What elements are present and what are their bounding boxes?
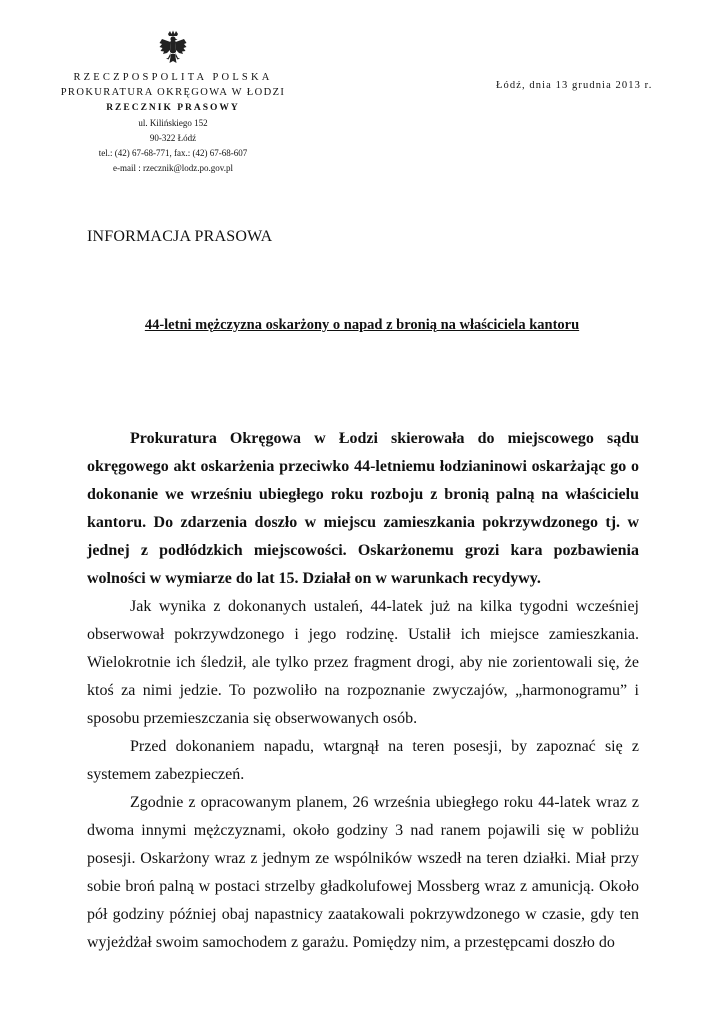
lead-paragraph: Prokuratura Okręgowa w Łodzi skierowała do miejscowego sądu okręgowego akt oskarżenia przeciwko 44-letniemu łodzianinowi oskarżając go o dokonanie we wrześniu ubiegłego roku rozboju z bronią palną na właścicielu kantoru. Do zdarzenia doszło w miejscu zamieszkania pokrzywdzonego tj. w jednej z podłódzkich miejscowości. Oskarżonemu grozi kara pozbawienia wolności w wymiarze do lat 15. Działał on w warunkach recydywy.	[87, 430, 639, 587]
headline	[0, 317, 724, 334]
headline-text: 44-letni mężczyzna oskarżony o napad z bronią na właściciela kantoru	[144, 317, 580, 333]
email-address: e-mail : rzecznik@lodz.po.gov.pl	[113, 163, 233, 173]
paragraph: Zgodnie z opracowanym planem, 26 września ubiegłego roku 44-latek wraz z dwoma innymi mężczyznami, około godziny 3 nad ranem pojawili się w pobliżu posesji. Oskarżony wraz z jednym ze wspólników wszedł na teren działki. Miał przy sobie broń palną w postaci strzelby gładkolufowej Mossberg wraz z amunicją. Około pół godziny później obaj napastnicy zaatakowali pokrzywdzonego w czasie, gdy ten wyjeżdżał swoim samochodem z garażu. Pomiędzy nim, a przestępcami doszło do	[87, 794, 639, 951]
address-city: 90-322 Łódź	[149, 133, 197, 143]
document-date: Łódź, dnia 13 grudnia 2013 r.	[496, 80, 653, 91]
phone-fax: tel.: (42) 67-68-771, fax.: (42) 67-68-607	[98, 148, 248, 158]
body-text	[87, 425, 639, 957]
letterhead	[40, 30, 306, 176]
org-office: PROKURATURA OKRĘGOWA W ŁODZI	[60, 87, 286, 98]
org-country: RZECZPOSPOLITA POLSKA	[73, 72, 273, 83]
polish-eagle-emblem-icon	[158, 30, 188, 66]
press-release-label: INFORMACJA PRASOWA	[87, 228, 273, 245]
paragraph: Jak wynika z dokonanych ustaleń, 44-latek już na kilka tygodni wcześniej obserwował pokrzywdzonego i jego rodzinę. Ustalił ich miejsce zamieszkania. Wielokrotnie ich śledził, ale tylko przez fragment drogi, aby nie zorientowali się, że ktoś za nimi jedzie. To pozwoliło na rozpoznanie zwyczajów, „harmonogramu” i sposobu przemieszczania się obserwowanych osób.	[87, 598, 639, 727]
paragraph: Przed dokonaniem napadu, wtargnął na teren posesji, by zapoznać się z systemem zabezpieczeń.	[87, 738, 639, 783]
address-street: ul. Kilińskiego 152	[138, 118, 208, 128]
org-spokesperson: RZECZNIK PRASOWY	[106, 103, 240, 113]
